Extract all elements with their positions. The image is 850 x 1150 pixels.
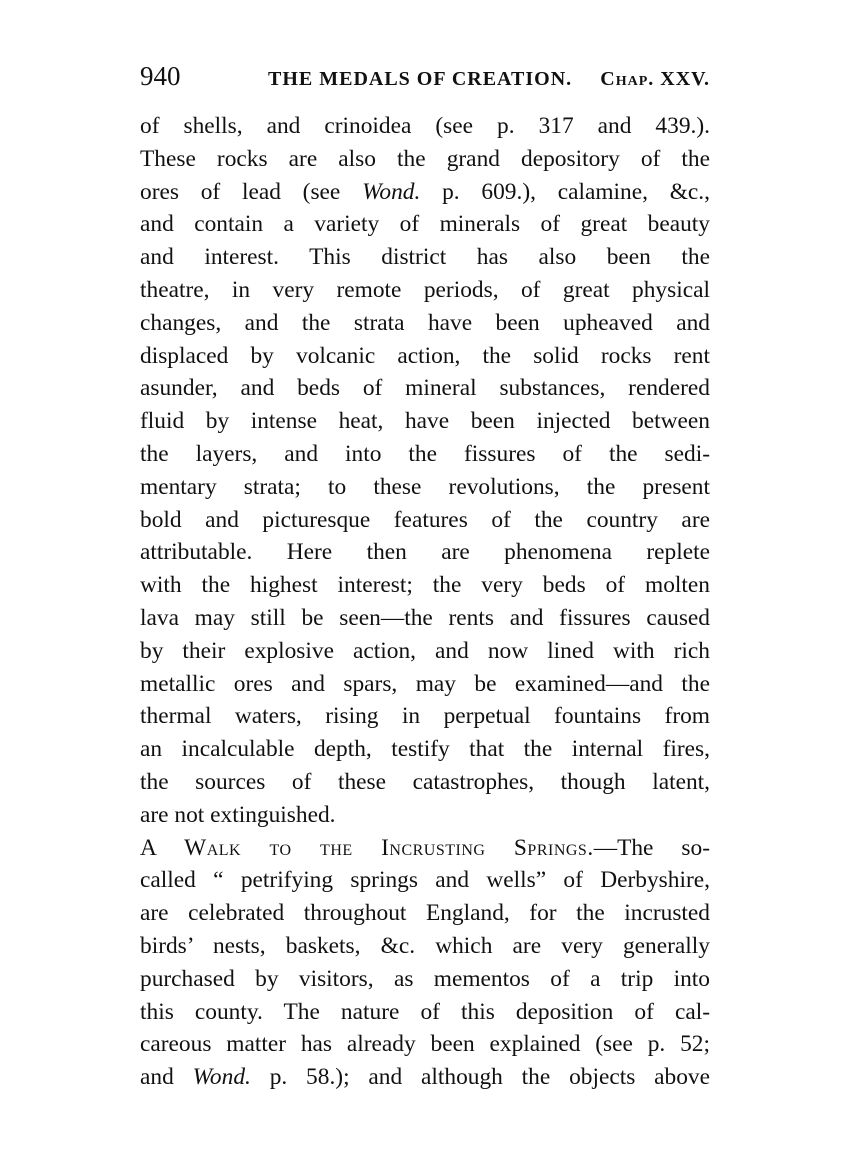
text-segment: ores of lead (see (140, 178, 363, 205)
chapter-reference: Chap. XXV. (600, 68, 710, 90)
text-line (140, 274, 710, 307)
text-segment: and (140, 1064, 193, 1091)
text-line (140, 504, 710, 537)
text-segment: birds’ nests, baskets, &c. which are very generally (140, 932, 710, 959)
section-heading: A Walk to the Incrusting Springs. (140, 834, 594, 861)
text-line (140, 1061, 710, 1094)
text-segment: metallic ores and spars, may be examined—and the (140, 670, 710, 697)
text-line (140, 1028, 710, 1061)
text-segment: purchased by visitors, as mementos of a trip into (140, 965, 710, 992)
text-line (140, 930, 710, 963)
text-line (140, 635, 710, 668)
text-segment: theatre, in very remote periods, of great physical (140, 276, 710, 303)
text-segment: mentary strata; to these revolutions, the present (140, 473, 710, 500)
text-segment: lava may still be seen—the rents and fissures caused (140, 604, 710, 631)
text-line (140, 438, 710, 471)
text-segment: this county. The nature of this deposition of cal- (140, 998, 710, 1025)
text-line (140, 799, 710, 832)
text-segment: attributable. Here then are phenomena replete (140, 539, 710, 566)
text-segment: displaced by volcanic action, the solid rocks rent (140, 342, 710, 369)
text-line (140, 208, 710, 241)
text-segment: the sources of these catastrophes, though latent, (140, 768, 710, 795)
text-line (140, 471, 710, 504)
text-line (140, 897, 710, 930)
text-segment: the layers, and into the fissures of the sedi- (140, 440, 710, 467)
text-line (140, 832, 710, 865)
text-segment: with the highest interest; the very beds of molten (140, 572, 710, 599)
text-line (140, 700, 710, 733)
text-segment: and interest. This district has also been the (140, 244, 710, 271)
text-line (140, 372, 710, 405)
text-line (140, 176, 710, 209)
text-segment: by their explosive action, and now lined with rich (140, 637, 710, 664)
text-segment: bold and picturesque features of the country are (140, 506, 710, 533)
text-segment: p. 609.), calamine, &c., (420, 178, 710, 205)
text-segment: fluid by intense heat, have been injected between (140, 408, 710, 435)
text-segment: asunder, and beds of mineral substances, rendered (140, 375, 710, 402)
text-line (140, 405, 710, 438)
running-header (140, 58, 710, 94)
text-line (140, 963, 710, 996)
text-segment: careous matter has already been explained (see p. 52; (140, 1031, 710, 1058)
text-line (140, 864, 710, 897)
text-line (140, 340, 710, 373)
text-segment: called “ petrifying springs and wells” of Derbyshire, (140, 867, 710, 894)
italic-text: Wond. (362, 178, 421, 205)
italic-text: Wond. (192, 1064, 251, 1091)
text-line (140, 241, 710, 274)
text-segment: an incalculable depth, testify that the internal fires, (140, 736, 710, 763)
text-line (140, 143, 710, 176)
text-line (140, 668, 710, 701)
text-line (140, 766, 710, 799)
text-line (140, 733, 710, 766)
text-segment: are celebrated throughout England, for the incrusted (140, 900, 710, 927)
text-line (140, 536, 710, 569)
text-line (140, 307, 710, 340)
text-segment: of shells, and crinoidea (see p. 317 and 439.). (140, 113, 710, 139)
text-segment: changes, and the strata have been upheaved and (140, 309, 710, 336)
running-title: THE MEDALS OF CREATION. (268, 68, 573, 90)
body-text (140, 110, 710, 1094)
text-segment: thermal waters, rising in perpetual fountains from (140, 703, 710, 730)
text-line (140, 569, 710, 602)
text-line (140, 110, 710, 143)
text-segment: are not extinguished. (140, 801, 336, 828)
text-segment: and contain a variety of minerals of great beauty (140, 211, 710, 238)
page-number: 940 (140, 61, 181, 91)
text-line (140, 996, 710, 1029)
text-segment: These rocks are also the grand depository of the (140, 145, 710, 172)
text-segment: —The so- (593, 834, 710, 861)
text-segment: p. 58.); and although the objects above (250, 1064, 710, 1091)
text-line (140, 602, 710, 635)
